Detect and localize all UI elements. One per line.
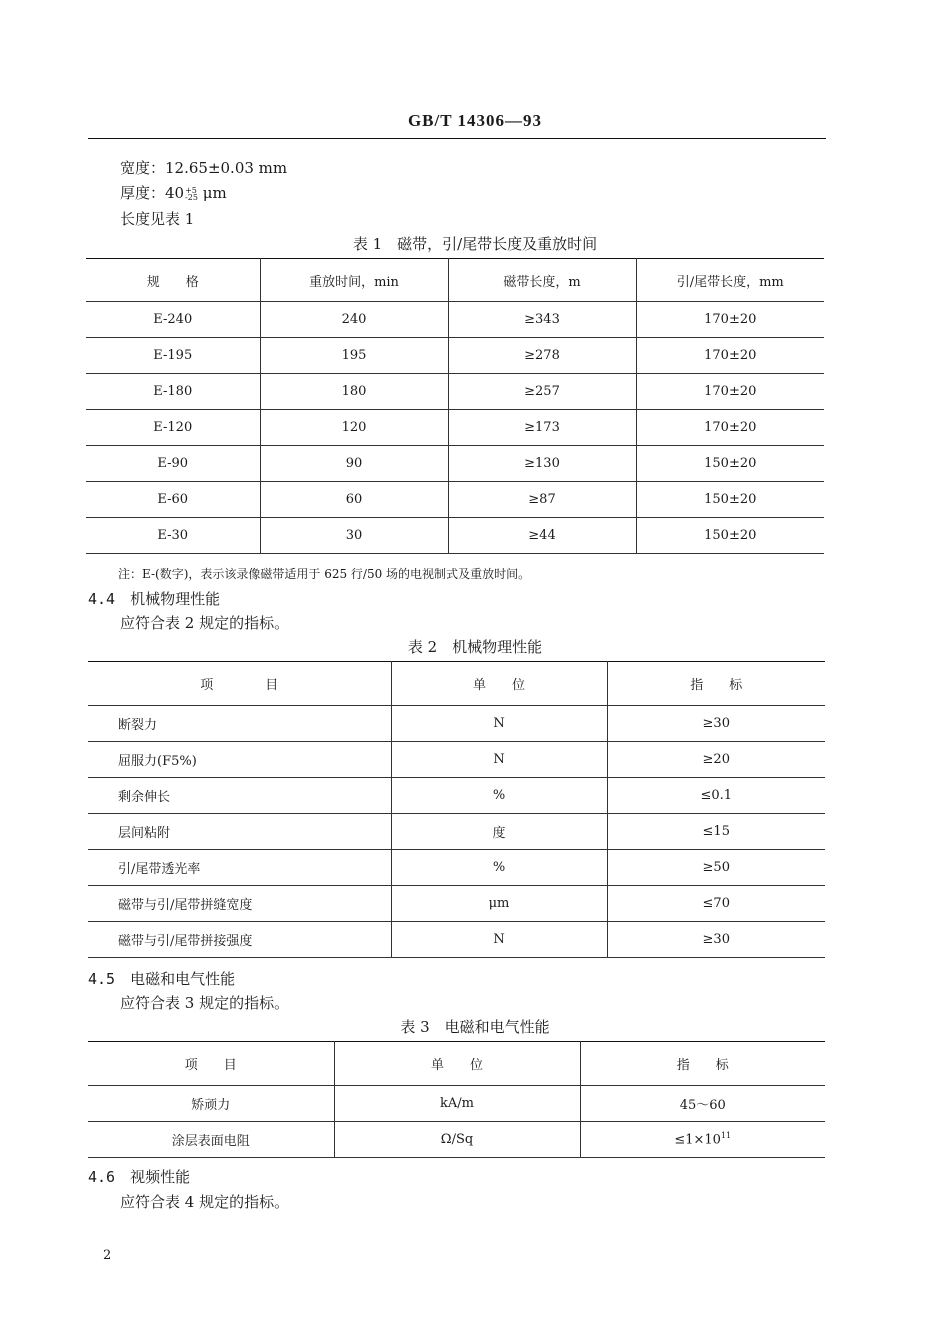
table-row [88,1086,825,1122]
cell: N [391,922,607,958]
cell: 45～60 [580,1086,825,1122]
cell: ≤15 [607,814,825,850]
cell: ≥30 [607,706,825,742]
cell: E-240 [86,302,260,338]
cell: 屈服力(F5%) [88,742,391,778]
thickness-sub: -25 [185,193,198,202]
length-ref: 长度见表 1 [120,210,195,228]
cell: 170±20 [636,410,824,446]
cell: E-90 [86,446,260,482]
cell: N [391,742,607,778]
section-4-6-text: 应符合表 4 规定的指标。 [120,1193,290,1211]
cell: 195 [260,338,448,374]
cell: ≥30 [607,922,825,958]
section-4-5-heading [88,968,235,989]
table-row [88,1122,825,1158]
width-spec: 宽度：12.65±0.03 mm [120,159,288,177]
table3-caption: 表 3 电磁和电气性能 [400,1018,550,1036]
table1-header-time: 重放时间，min [260,259,448,302]
cell: 170±20 [636,338,824,374]
cell: 90 [260,446,448,482]
section-title: 视频性能 [130,1168,191,1186]
table2-header-item: 项 目 [88,662,391,706]
cell: 矫顽力 [88,1086,334,1122]
cell: 150±20 [636,518,824,554]
table-row [88,850,825,886]
section-4-4-text: 应符合表 2 规定的指标。 [120,614,290,632]
section-number: 4.5 [88,970,116,988]
table-row [88,886,825,922]
table2-caption: 表 2 机械物理性能 [407,638,543,656]
table-row [86,410,824,446]
table-row [86,482,824,518]
cell: ≤70 [607,886,825,922]
table1-header-spec: 规 格 [86,259,260,302]
table-row [86,374,824,410]
cell: 240 [260,302,448,338]
page-number: 2 [103,1248,112,1263]
cell: 170±20 [636,302,824,338]
table-row [88,814,825,850]
cell: 层间粘附 [88,814,391,850]
section-title: 机械物理性能 [130,590,221,608]
table-row [88,922,825,958]
cell [580,1122,825,1158]
cell: 磁带与引/尾带拼缝宽度 [88,886,391,922]
cell: E-195 [86,338,260,374]
cell: E-60 [86,482,260,518]
cell: 30 [260,518,448,554]
cell: E-30 [86,518,260,554]
table-row [86,446,824,482]
table-row [88,742,825,778]
cell: 引/尾带透光率 [88,850,391,886]
cell: 180 [260,374,448,410]
table3-header-unit: 单 位 [334,1042,580,1086]
table1-note: 注：E-(数字)，表示该录像磁带适用于 625 行/50 场的电视制式及重放时间。 [118,567,531,581]
table-row [88,706,825,742]
section-number: 4.4 [88,590,116,608]
section-4-4-heading [88,588,220,609]
thickness-spec [120,182,227,203]
table3 [88,1041,825,1158]
table1 [86,258,824,554]
cell: 150±20 [636,482,824,518]
table-header-row [88,662,825,706]
cell: % [391,778,607,814]
table3-header-item: 项 目 [88,1042,334,1086]
cell: μm [391,886,607,922]
table2 [88,661,825,958]
cell: kA/m [334,1086,580,1122]
thickness-tolerance [185,187,198,201]
table1-header-tape-length: 磁带长度，m [448,259,636,302]
cell: ≥20 [607,742,825,778]
resistance-exponent: 11 [720,1131,732,1141]
cell: Ω/Sq [334,1122,580,1158]
cell: E-120 [86,410,260,446]
cell: N [391,706,607,742]
table-row [86,338,824,374]
cell: ≥173 [448,410,636,446]
cell: 度 [391,814,607,850]
cell: 170±20 [636,374,824,410]
cell: E-180 [86,374,260,410]
cell: 60 [260,482,448,518]
cell: ≥343 [448,302,636,338]
resistance-value: ≤1×10 [674,1132,721,1148]
cell: 断裂力 [88,706,391,742]
cell: ≥50 [607,850,825,886]
table1-caption: 表 1 磁带，引/尾带长度及重放时间 [352,235,598,253]
cell: ≥87 [448,482,636,518]
cell: ≥130 [448,446,636,482]
cell: 涂层表面电阻 [88,1122,334,1158]
cell: % [391,850,607,886]
thickness-sup: +5 [185,186,197,195]
cell: 120 [260,410,448,446]
table3-header-index: 指 标 [580,1042,825,1086]
section-4-6-heading [88,1166,190,1187]
table-row [86,302,824,338]
table-header-row [86,259,824,302]
cell: ≤0.1 [607,778,825,814]
thickness-unit: μm [197,184,227,202]
cell: ≥278 [448,338,636,374]
section-4-5-text: 应符合表 3 规定的指标。 [120,994,290,1012]
document-header: GB/T 14306—93 [407,111,543,130]
thickness-prefix: 厚度：40 [120,184,185,202]
section-title: 电磁和电气性能 [130,970,236,988]
cell: 磁带与引/尾带拼接强度 [88,922,391,958]
section-number: 4.6 [88,1168,116,1186]
table1-header-leader-length: 引/尾带长度，mm [636,259,824,302]
header-rule [88,138,826,139]
table-row [86,518,824,554]
cell: ≥257 [448,374,636,410]
table2-header-unit: 单 位 [391,662,607,706]
cell: 剩余伸长 [88,778,391,814]
cell: ≥44 [448,518,636,554]
table-header-row [88,1042,825,1086]
table-row [88,778,825,814]
table2-header-index: 指 标 [607,662,825,706]
cell: 150±20 [636,446,824,482]
